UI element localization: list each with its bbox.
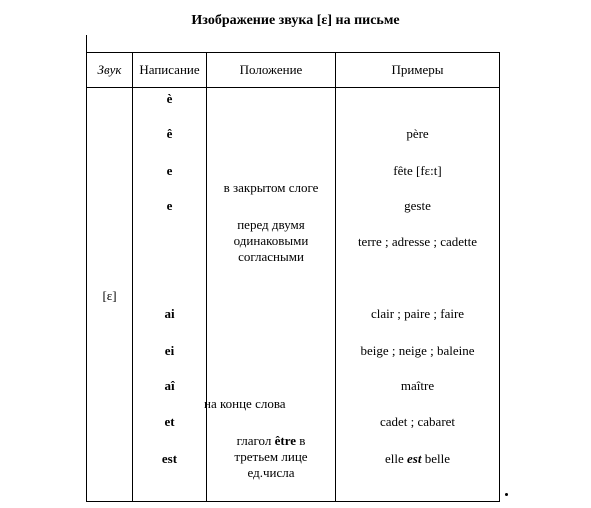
position-word-end: на конце слова — [204, 396, 286, 411]
example-before: elle — [385, 451, 408, 466]
table-border-bottom — [86, 501, 500, 502]
spelling-cell: ê — [166, 126, 173, 141]
example-cell: geste — [404, 198, 431, 213]
header-position: Положение — [239, 62, 303, 77]
spelling-cell: aî — [164, 378, 175, 393]
sound-symbol: [ε] — [102, 288, 117, 303]
position-closed-syllable: в закрытом слоге — [223, 180, 319, 195]
spelling-cell: est — [161, 451, 178, 466]
header-divider — [86, 87, 500, 88]
spelling-cell: è — [166, 91, 173, 106]
position-verb-word: être — [274, 433, 297, 448]
example-cell: beige ; neige ; baleine — [360, 343, 475, 358]
spelling-cell: e — [166, 198, 173, 213]
example-cell: maître — [400, 378, 435, 393]
example-cell: cadet ; cabaret — [379, 414, 456, 429]
example-cell: père — [406, 126, 429, 141]
header-spelling: Написание — [139, 62, 200, 77]
example-cell: fête [fε:t] — [393, 163, 442, 178]
spelling-cell: e — [166, 163, 173, 178]
header-sound: Звук — [97, 62, 122, 77]
spelling-cell: ei — [164, 343, 175, 358]
corner-marker — [505, 493, 508, 496]
example-cell-last — [336, 451, 499, 467]
spelling-cell: et — [164, 414, 175, 429]
column-divider — [132, 52, 133, 502]
position-verb-suffix: в третьем лице ед.числа — [234, 433, 308, 480]
example-after: belle — [421, 451, 450, 466]
example-cell: clair ; paire ; faire — [370, 306, 465, 321]
example-emphasis: est — [407, 451, 422, 466]
spelling-cell: ai — [164, 306, 175, 321]
table-border-right — [499, 52, 500, 502]
column-divider — [206, 52, 207, 502]
header-examples: Примеры — [391, 62, 444, 77]
table-border-left — [86, 35, 87, 502]
column-divider — [335, 52, 336, 502]
position-double-consonants: перед двумя одинаковыми согласными — [233, 217, 309, 264]
position-verb — [216, 433, 326, 481]
example-cell: terre ; adresse ; cadette — [357, 234, 478, 249]
table-border-top — [86, 52, 500, 53]
position-verb-prefix: глагол — [236, 433, 275, 448]
document-title: Изображение звука [ε] на письме — [191, 13, 400, 28]
